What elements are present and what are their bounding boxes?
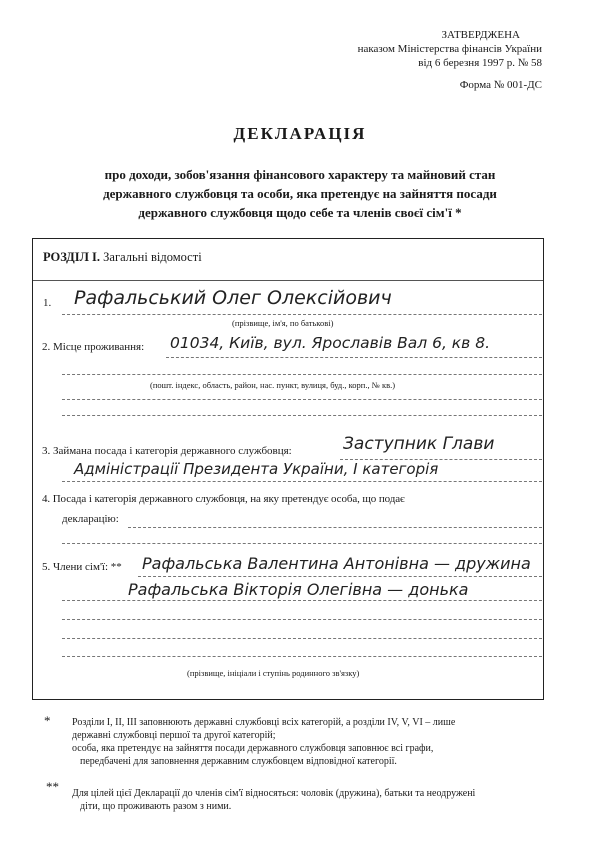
approval-date: від 6 березня 1997 р. № 58 bbox=[418, 57, 542, 69]
residence-line-3 bbox=[62, 399, 542, 400]
candidate-position-label: 4. Посада і категорія державного службовця, на яку претендує особа, що подає bbox=[42, 493, 405, 505]
footnote-2-line-2: діти, що проживають разом з ними. bbox=[80, 801, 232, 812]
footnote-2-mark: ** bbox=[46, 779, 59, 794]
position-label: 3. Займана посада і категорія державного службовця: bbox=[42, 445, 292, 457]
footnote-1 bbox=[72, 716, 552, 742]
candidate-position-label-2: декларацію: bbox=[62, 513, 119, 525]
candidate-position-line-2 bbox=[62, 543, 542, 544]
footnote-1-mark: * bbox=[44, 713, 51, 728]
family-line-3 bbox=[62, 619, 542, 620]
residence-line-4 bbox=[62, 415, 542, 416]
footnote-1-line-3: особа, яка претендує на зайняття посади державного службовця заповнює всі графи, bbox=[72, 743, 434, 754]
position-value-line-1: Заступник Глави bbox=[343, 434, 495, 454]
approval-order: наказом Міністерства фінансів України bbox=[357, 43, 542, 55]
section-heading bbox=[43, 250, 202, 265]
family-member-1: Рафальська Валентина Антонівна — дружина bbox=[142, 554, 531, 573]
family-line-2 bbox=[62, 600, 542, 601]
section-title: Загальні відомості bbox=[103, 250, 202, 264]
family-label: 5. Члени сім'ї: ** bbox=[42, 561, 122, 573]
family-line-1 bbox=[138, 576, 542, 577]
residence-label: 2. Місце проживання: bbox=[42, 341, 145, 353]
residence-line-2 bbox=[62, 374, 542, 375]
footnote-1-line-4: передбачені для заповнення державним службовцем відповідної категорії. bbox=[80, 756, 397, 767]
residence-value: 01034, Київ, вул. Ярославів Вал 6, кв 8. bbox=[170, 334, 491, 352]
residence-caption: (пошт. індекс, область, район, нас. пункт, вулиця, буд., корп., № кв.) bbox=[150, 380, 396, 390]
family-line-4 bbox=[62, 638, 542, 639]
position-line-2 bbox=[62, 481, 542, 482]
subtitle-line-2: державного службовця та особи, яка претендує на зайняття посади bbox=[103, 186, 497, 201]
residence-line bbox=[166, 357, 542, 358]
family-caption: (прізвище, ініціали і ступінь родинного зв'язку) bbox=[187, 668, 360, 678]
footnote-1-line-2: державні службовці першої та другої категорій; bbox=[72, 730, 276, 741]
section-number: РОЗДІЛ І. bbox=[43, 250, 101, 264]
position-value-line-2: Адміністрації Президента України, I категорія bbox=[74, 460, 439, 478]
full-name-line bbox=[62, 314, 542, 315]
full-name-caption: (прізвище, ім'я, по батькові) bbox=[232, 318, 334, 328]
subtitle-line-1: про доходи, зобов'язання фінансового характеру та майновий стан bbox=[104, 167, 496, 182]
form-number: Форма № 001-ДС bbox=[459, 79, 542, 91]
approval-line: ЗАТВЕРДЖЕНА bbox=[441, 29, 520, 41]
footnote-1-continued bbox=[72, 742, 552, 768]
subtitle-line-3: державного службовця щодо себе та членів своєї сім'ї * bbox=[138, 205, 462, 220]
document-title: ДЕКЛАРАЦІЯ bbox=[233, 124, 367, 143]
family-line-5 bbox=[62, 656, 542, 657]
footnote-2 bbox=[72, 787, 552, 813]
candidate-position-line-1 bbox=[128, 527, 542, 528]
document-subtitle bbox=[0, 165, 600, 222]
full-name-value: Рафальський Олег Олексійович bbox=[74, 287, 392, 309]
family-member-2: Рафальська Вікторія Олегівна — донька bbox=[128, 580, 469, 599]
footnote-2-line-1: Для цілей цієї Декларації до членів сім'ї відносяться: чоловік (дружина), батьки та неодружені bbox=[72, 788, 476, 799]
field-1-number: 1. bbox=[43, 297, 52, 309]
footnote-1-line-1: Розділи І, ІІ, ІІІ заповнюють державні службовці всіх категорій, а розділи IV, V, VI – лише bbox=[72, 717, 456, 728]
section-divider bbox=[33, 280, 543, 281]
approval-block bbox=[358, 28, 542, 92]
